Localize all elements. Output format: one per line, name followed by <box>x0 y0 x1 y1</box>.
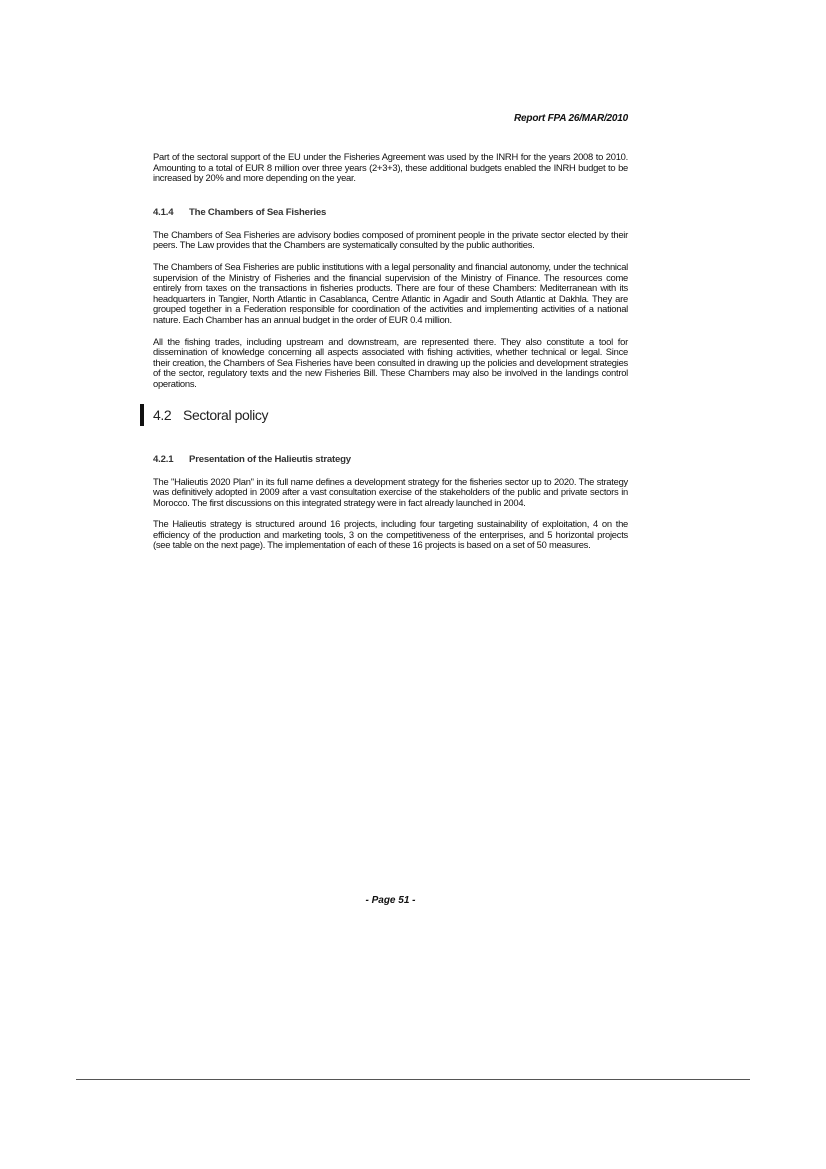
page-number: - Page 51 - <box>365 895 416 906</box>
halieutis-paragraph-2: The Halieutis strategy is structured around 16 projects, including four targeting sustainability of exploitation, 4 on the efficiency of the production and marketing tools, 3 on the competitiveness of the enterprises, and 5 horizontal projects (see table on the next page). The implementation of each of these 16 projects is based on a set of 50 measures. <box>153 518 628 551</box>
section-title: Presentation of the Halieutis strategy <box>189 453 351 465</box>
section-heading-4-2-1 <box>153 454 628 465</box>
intro-paragraph: Part of the sectoral support of the EU under the Fisheries Agreement was used by the INRH for the years 2008 to 2010. Amounting to a total of EUR 8 million over three years (2+3+3), these additional budgets enabled the INRH budget to be increased by 20% and more depending on the year. <box>153 151 628 184</box>
heading-accent-bar <box>140 404 144 426</box>
section-number: 4.2.1 <box>153 453 174 465</box>
section-heading-4-2 <box>153 404 628 426</box>
chambers-paragraph-3: All the fishing trades, including upstream and downstream, are represented there. They also constitute a tool for dissemination of knowledge concerning all aspects associated with fishing activities, whether technical or legal. Since their creation, the Chambers of Sea Fisheries have been consulted in drawing up the policies and development strategies of the sector, regulatory texts and the new Fisheries Bill. These Chambers may also be involved in the landings control operations. <box>153 335 628 389</box>
chambers-paragraph-2: The Chambers of Sea Fisheries are public institutions with a legal personality and financial autonomy, under the technical supervision of the Ministry of Fisheries and the financial supervision of the Ministry of Finance. The resources come entirely from taxes on the transactions in fisheries products. There are four of these Chambers: Mediterranean with its headquarters in Tangier, North Atlantic in Casablanca, Centre Atlantic in Agadir and South Atlantic at Dakhla. They are grouped together in a Federation responsible for coordination of the activities and implementing activities of a national nature. Each Chamber has an annual budget in the order of EUR 0.4 million. <box>153 260 628 325</box>
section-number: 4.2 <box>153 406 172 423</box>
section-heading-4-1-4 <box>153 207 628 218</box>
report-reference: Report FPA 26/MAR/2010 <box>514 113 628 124</box>
section-title: The Chambers of Sea Fisheries <box>189 206 327 218</box>
halieutis-paragraph-1: The "Halieutis 2020 Plan" in its full name defines a development strategy for the fisheries sector up to 2020. The strategy was definitively adopted in 2009 after a vast consultation exercise of the stakeholders of the public and private sectors in Morocco. The first discussions on this integrated strategy were in fact already launched in 2004. <box>153 475 628 508</box>
footer-divider <box>76 1079 750 1080</box>
page-body <box>153 152 628 551</box>
section-number: 4.1.4 <box>153 206 174 218</box>
section-title: Sectoral policy <box>183 406 269 423</box>
chambers-paragraph-1: The Chambers of Sea Fisheries are advisory bodies composed of prominent people in the private sector elected by their peers. The Law provides that the Chambers are systematically consulted by the public authorities. <box>153 228 628 251</box>
